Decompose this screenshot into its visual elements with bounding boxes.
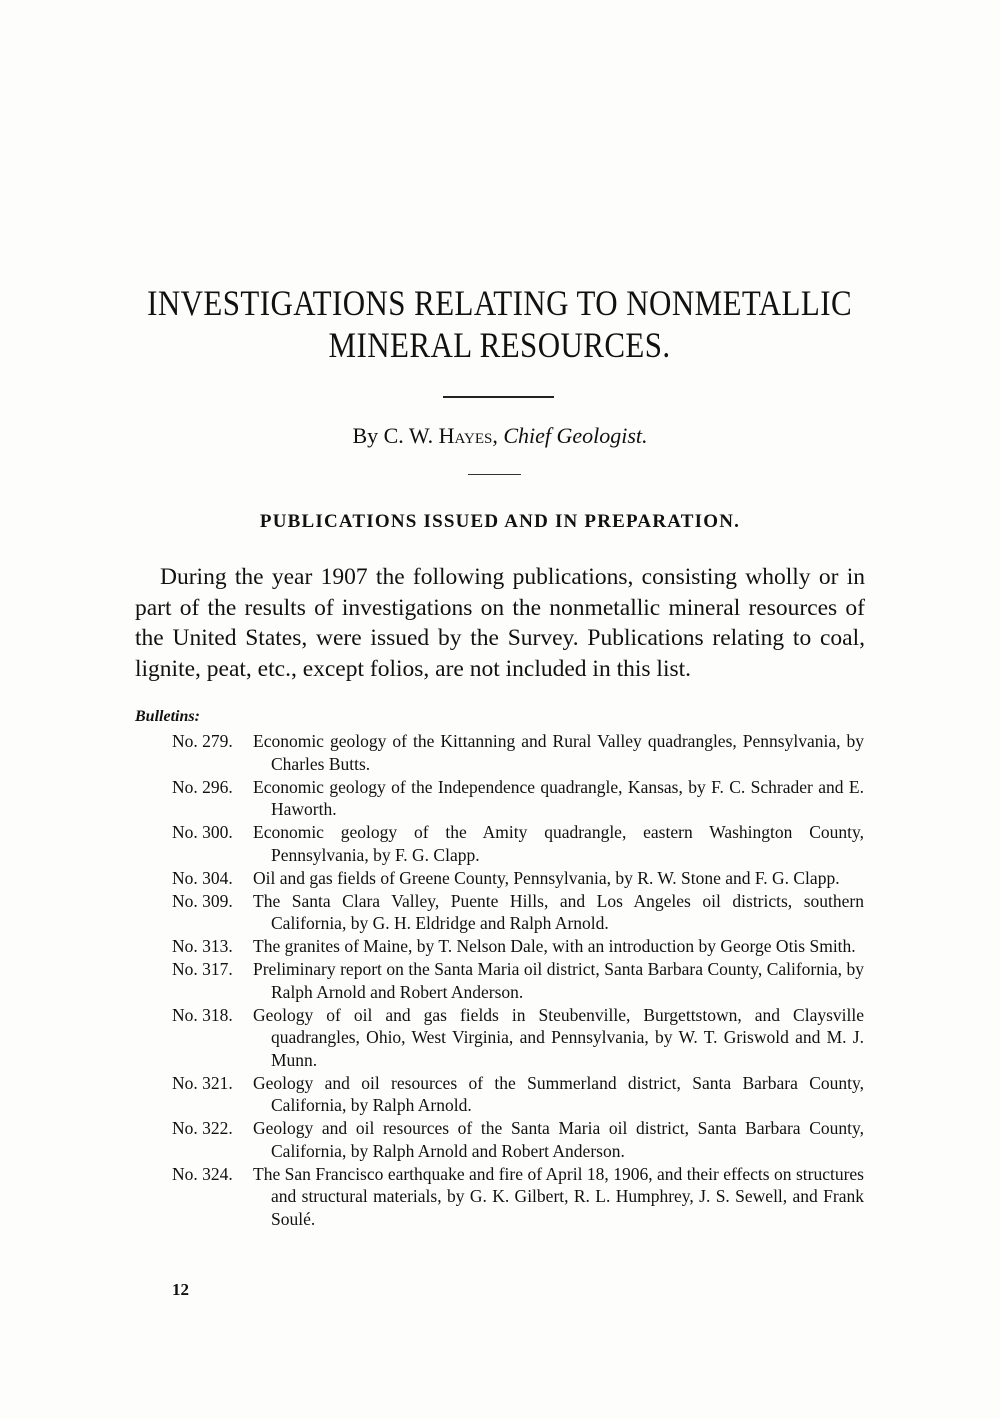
page-number: 12 — [172, 1280, 189, 1299]
list-item — [172, 1163, 864, 1231]
title-line-2: MINERAL RESOURCES. — [328, 325, 671, 365]
list-item — [172, 890, 864, 935]
section-heading: PUBLICATIONS ISSUED AND IN PREPARATION. — [259, 511, 741, 532]
list-item — [172, 867, 864, 890]
byline-rule — [468, 474, 521, 475]
page-title — [70, 282, 930, 366]
bulletin-number: No. 322. — [172, 1118, 233, 1138]
bulletin-text: Preliminary report on the Santa Maria oil district, Santa Barbara County, California, by Ralph Arnold and Robert Anderson. — [253, 959, 864, 1002]
bulletin-number: No. 296. — [172, 776, 233, 797]
author-name: Hayes — [438, 423, 493, 448]
list-item — [172, 958, 864, 1003]
bulletin-text: Geology and oil resources of the Summerland district, Santa Barbara County, California, by Ralph Arnold. — [253, 1072, 864, 1115]
bulletin-number: No. 324. — [172, 1163, 233, 1184]
list-item — [172, 935, 864, 958]
bulletin-number: No. 304. — [172, 867, 233, 888]
list-item — [172, 821, 864, 866]
list-item — [172, 776, 864, 821]
bulletin-text: The Santa Clara Valley, Puente Hills, and Los Angeles oil districts, southern California, by G. H. Eldridge and Ralph Arnold. — [253, 890, 864, 933]
byline-sep: , — [492, 423, 504, 448]
bulletin-number: No. 279. — [172, 731, 233, 751]
bulletin-number: No. 317. — [172, 959, 233, 979]
byline — [0, 422, 1000, 450]
bulletin-text: Economic geology of the Independence quadrangle, Kansas, by F. C. Schrader and E. Haworth. — [253, 776, 864, 819]
list-item — [172, 1004, 864, 1072]
bulletin-text: Oil and gas fields of Greene County, Pennsylvania, by R. W. Stone and F. G. Clapp. — [253, 867, 840, 888]
bulletin-text: Economic geology of the Kittanning and Rural Valley quadrangles, Pennsylvania, by Charles Butts. — [253, 731, 864, 774]
list-item — [172, 730, 864, 775]
bulletin-text: The San Francisco earthquake and fire of April 18, 1906, and their effects on structures and structural materials, by G. K. Gilbert, R. L. Humphrey, J. S. Sewell, and Frank Soulé. — [253, 1163, 864, 1229]
bulletin-text: Economic geology of the Amity quadrangle, eastern Washington County, Pennsylvania, by F. G. Clapp. — [253, 822, 864, 865]
list-item — [172, 1072, 864, 1117]
title-line-1: INVESTIGATIONS RELATING TO NONMETALLIC — [147, 283, 853, 323]
bulletin-text: Geology of oil and gas fields in Steubenville, Burgettstown, and Claysville quadrangles, Ohio, West Virginia, and Pennsylvania, by W. T. Griswold and M. J. Munn. — [253, 1004, 864, 1070]
list-item — [172, 1117, 864, 1162]
title-rule — [443, 396, 554, 398]
bulletin-list — [172, 730, 864, 1231]
bulletin-text: Geology and oil resources of the Santa Maria oil district, Santa Barbara County, California, by Ralph Arnold and Robert Anderson. — [253, 1118, 864, 1161]
bulletin-number: No. 309. — [172, 890, 233, 911]
bulletin-number: No. 318. — [172, 1004, 233, 1025]
author-role: Chief Geologist. — [503, 423, 648, 448]
bulletins-heading: Bulletins: — [135, 708, 200, 725]
bulletin-number: No. 300. — [172, 822, 233, 842]
byline-prefix: By C. W. — [352, 423, 439, 448]
bulletin-number: No. 321. — [172, 1072, 233, 1093]
bulletin-text: The granites of Maine, by T. Nelson Dale, with an introduction by George Otis Smith. — [253, 936, 856, 956]
intro-paragraph: During the year 1907 the following publications, consisting wholly or in part of the results of investigations on the nonmetallic mineral resources of the United States, were issued by the Survey. Publications relating to coal, lignite, peat, etc., except folios, are not included in this list. — [135, 564, 865, 682]
bulletin-number: No. 313. — [172, 936, 233, 956]
